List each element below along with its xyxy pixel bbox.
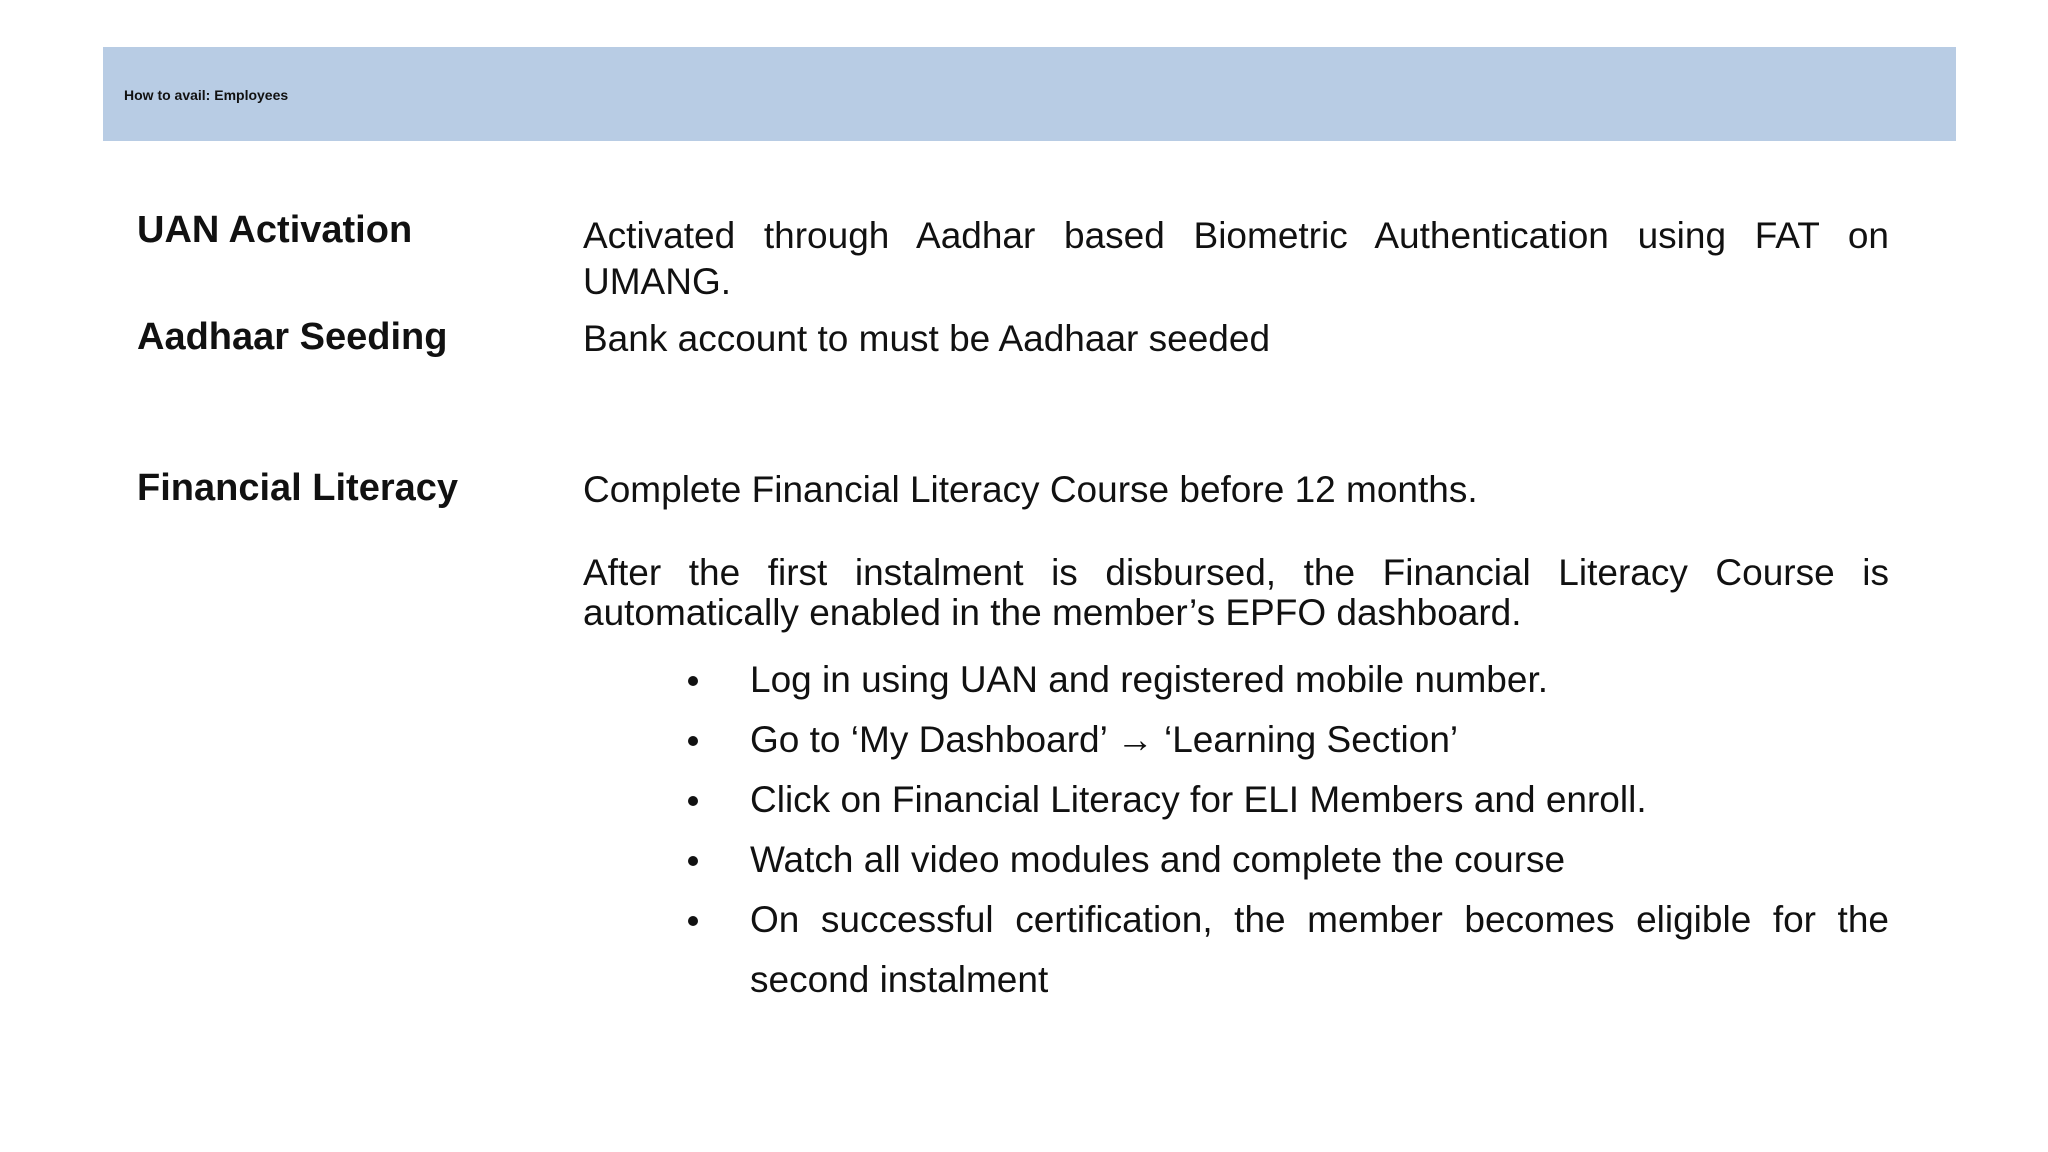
financial-literacy-label: Financial Literacy xyxy=(137,467,459,509)
bullet-icon xyxy=(688,856,698,866)
header-band xyxy=(103,47,1956,141)
step-text: Click on Financial Literacy for ELI Members and enroll. xyxy=(750,779,1647,820)
list-item xyxy=(680,830,1889,890)
aadhaar-seeding-text: Bank account to must be Aadhaar seeded xyxy=(583,318,1271,359)
uan-activation-label: UAN Activation xyxy=(137,209,413,251)
bullet-icon xyxy=(688,676,698,686)
step-text: Log in using UAN and registered mobile number. xyxy=(750,659,1549,700)
list-item xyxy=(680,710,1889,770)
bullet-icon xyxy=(688,736,698,746)
header-title: How to avail: Employees xyxy=(124,87,289,103)
steps-list xyxy=(680,650,1889,1010)
aadhaar-seeding-label: Aadhaar Seeding xyxy=(137,316,448,358)
bullet-icon xyxy=(688,796,698,806)
financial-literacy-paragraph: After the first instalment is disbursed, the Financial Literacy Course is automatically enabled in the member’s EPFO dashboard. xyxy=(583,552,1889,633)
step-text: Watch all video modules and complete the course xyxy=(750,839,1566,880)
step-text: Go to ‘My Dashboard’ → ‘Learning Section’ xyxy=(750,719,1459,760)
list-item xyxy=(680,770,1889,830)
step-text: On successful certification, the member becomes eligible for the second instalment xyxy=(750,899,1889,1000)
list-item xyxy=(680,890,1889,1010)
list-item xyxy=(680,650,1889,710)
financial-literacy-text: Complete Financial Literacy Course before 12 months. xyxy=(583,469,1478,510)
bullet-icon xyxy=(688,916,698,926)
uan-activation-text: Activated through Aadhar based Biometric Authentication using FAT on UMANG. xyxy=(583,215,1889,302)
